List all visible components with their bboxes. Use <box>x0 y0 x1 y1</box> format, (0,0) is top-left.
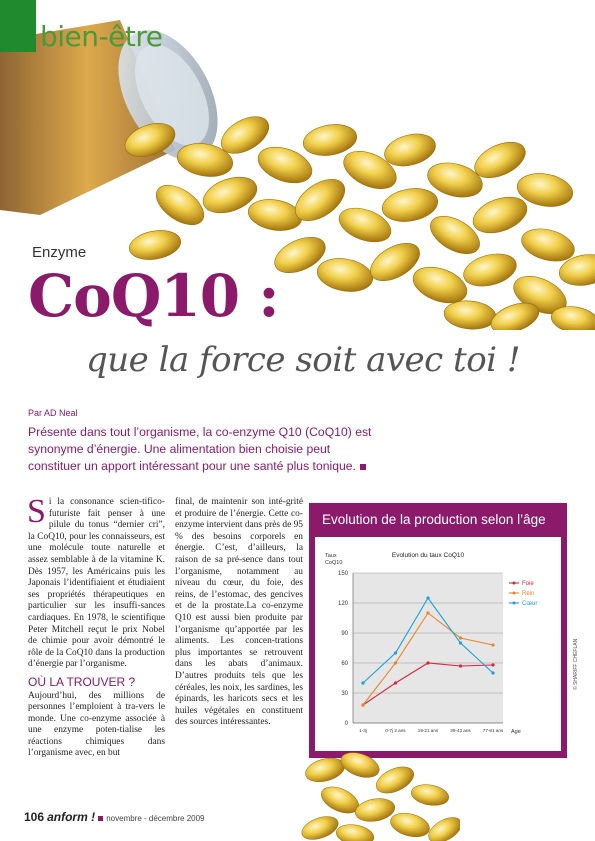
legend-marker <box>513 602 516 605</box>
body-paragraph-3: final, de maintenir son inté-grité et produire de l’énergie. Cette co-enzyme intervient dans près de 95 % des besoins corporels en énergie. C’est, d’ailleurs, la raison de sa pré-sence dans tout l’organisme, notamment au niveau du cœur, du foie, des reins, de l’estomac, des gencives et de la prostate.La co-enzyme Q10 est aussi bien produite par l’organisme qu’apportée par les aliments. Les concen-trations plus importantes se retrouvent dans les abats d’animaux. D’autres produits tels que les céréales, les noix, les sardines, les épinards, les haricots secs et les huiles végétales en constituent des sources intéressantes. <box>175 497 303 728</box>
y-tick-label: 30 <box>341 691 348 697</box>
y-tick-label: 0 <box>344 721 348 727</box>
end-square-icon <box>360 464 366 470</box>
y-axis-label: Taux <box>325 553 337 559</box>
article-byline: Par AD Neal <box>28 408 78 418</box>
article-kicker: Enzyme <box>32 244 87 261</box>
x-axis-label: Age <box>511 729 521 735</box>
data-point <box>361 681 364 684</box>
x-tick-label: 39-43 ans <box>450 728 471 733</box>
page-footer <box>24 810 205 824</box>
data-point <box>459 664 462 667</box>
x-tick-label: 0-7j 2 ans <box>385 728 406 733</box>
data-point <box>491 643 494 646</box>
article-lead-text: Présente dans tout l’organisme, la co-enzyme Q10 (CoQ10) est synonyme d’énergie. Une alimentation bien choisie peut constituer un apport intéressant pour une santé plus tonique. <box>28 425 372 473</box>
data-point <box>459 636 462 639</box>
x-tick-label: 1-3j <box>359 728 367 733</box>
section-tab-marker <box>0 0 36 52</box>
section-label: bien-être <box>40 20 163 53</box>
article-column-1 <box>27 493 165 760</box>
data-point <box>426 596 429 599</box>
article-lead <box>28 424 383 475</box>
data-point <box>491 671 494 674</box>
legend-label: Foie <box>522 581 534 587</box>
photo-credit: © SHARIFF CHEFLAN <box>573 638 579 690</box>
magazine-brand: anform ! <box>47 810 96 824</box>
section-subheading: OÙ LA TROUVER ? <box>28 674 136 689</box>
drop-cap: S <box>27 493 46 530</box>
data-point <box>394 651 397 654</box>
legend-label: Cœur <box>522 601 538 607</box>
body-paragraph-2: Aujourd’hui, des millions de personnes l’emploient à tra-vers le monde. Une co-enzyme associée à une enzyme poten-tialise les réactions chimiques dans l’organisme avec, en but <box>28 690 165 759</box>
data-point <box>426 661 429 664</box>
data-point <box>394 681 397 684</box>
plot-area <box>353 573 503 723</box>
issue-date: novembre - décembre 2009 <box>106 814 205 823</box>
footer-separator-icon <box>98 816 103 821</box>
data-point <box>426 611 429 614</box>
data-point <box>361 703 364 706</box>
data-point <box>491 663 494 666</box>
legend-marker <box>513 592 516 595</box>
x-tick-label: 19-21 ans <box>417 728 439 733</box>
chart-panel <box>315 537 561 751</box>
y-axis-label: CoQ10 <box>325 560 343 566</box>
y-tick-label: 60 <box>341 661 348 667</box>
y-tick-label: 90 <box>341 631 348 637</box>
chart-title: Evolution du taux CoQ10 <box>391 552 465 559</box>
legend-label: Rein <box>522 591 535 597</box>
page-number: 106 <box>24 810 45 824</box>
body-paragraph-1: i la consonance scien-tifico-futuriste fait penser à une pilule du tonus “dernier cri”, la CoQ10, pour les connaisseurs, est une molécule toute naturelle et assez semblable à de la vitamine K. Dès 1957, les Américains puis les Japonais l’identifiaient et étudiaient ses propriétés thérapeutiques en particulier sur les insuffi-sances cardiaques. En 1978, le scientifique Peter Mitchell reçut le prix Nobel de chimie pour avoir démontré le rôle de la CoQ10 dans la production d’énergie par l’organisme. <box>28 497 165 670</box>
line-chart <box>315 537 561 751</box>
article-subtitle: que la force soit avec toi ! <box>86 340 521 380</box>
article-column-2 <box>175 497 303 729</box>
chart-box-heading: Evolution de la production selon l’âge <box>322 512 546 527</box>
legend-marker <box>513 582 516 585</box>
y-tick-label: 150 <box>337 571 348 577</box>
article-title: CoQ10 : <box>28 262 279 330</box>
data-point <box>459 641 462 644</box>
bottom-capsules-image <box>300 740 460 841</box>
y-tick-label: 120 <box>337 601 348 607</box>
x-tick-label: 77-81 ans <box>482 728 504 733</box>
data-point <box>394 661 397 664</box>
